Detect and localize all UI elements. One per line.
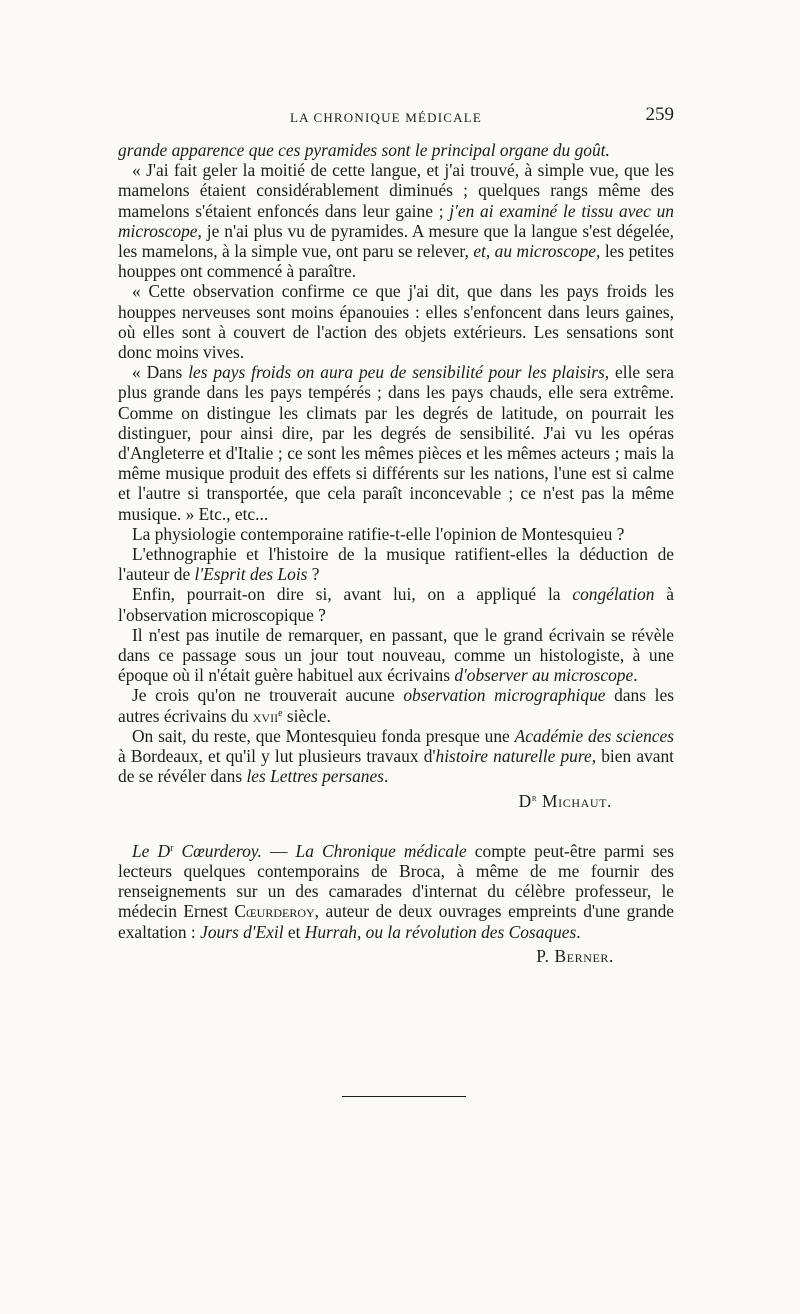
text: , auteur de deux ouvrages empreints d'une grande exaltation : [118, 901, 674, 942]
running-head: LA CHRONIQUE MÉDICALE [290, 110, 483, 125]
italic-text: Cœurderoy. [173, 840, 262, 861]
italic-text: j'en ai examiné le tissu avec un microscope [118, 200, 675, 241]
paragraph [118, 524, 674, 544]
text: « J'ai fait geler la moitié de cette langue, et j'ai trouvé, à simple vue, que les mamelons étaient considérablement diminués ; quelques rangs même des mamelons s'étaient enfoncés dans leur gaine ; [118, 160, 674, 221]
text: La physiologie contemporaine ratifie-t-elle l'opinion de Montesquieu ? [132, 523, 625, 544]
text: — [261, 840, 296, 861]
text: siècle. [282, 705, 331, 726]
text: Enfin, pourrait-on dire si, avant lui, on a appliqué la [132, 584, 573, 605]
text: L'ethnographie et l'histoire de la musique ratifient-elles la déduction de l'auteur de [118, 544, 674, 585]
italic-text: Le D [132, 840, 171, 861]
text: Il n'est pas inutile de remarquer, en passant, que le grand écrivain se révèle dans ce passage sous un jour tout nouveau, comme un histologiste, à une époque où il n'était guère habituel aux écrivains [118, 624, 674, 686]
text: On sait, du reste, que Montesquieu fonda presque une [132, 725, 515, 746]
paragraph [118, 584, 674, 624]
note-paragraph [118, 841, 674, 942]
italic-text: Académie des sciences [514, 725, 674, 746]
italic-text: Hurrah, ou la révolution des Cosaques [304, 921, 577, 942]
small-caps-name: Cœurderoy [234, 901, 315, 922]
italic-text: histoire naturelle pure [435, 746, 592, 767]
paragraph [118, 281, 674, 362]
paragraph [118, 625, 674, 686]
text: , je n'ai plus vu de pyramides. A mesure que la langue s'est dégelée, les mamelons, à la simple vue, ont paru se relever, [118, 220, 674, 262]
paragraph [118, 362, 674, 524]
text: à Bordeaux, et qu'il y lut plusieurs travaux d' [118, 746, 436, 767]
paragraph [118, 140, 674, 160]
italic-text: Jours d'Exil [200, 921, 284, 942]
note-signature: P. Berner. [536, 945, 614, 966]
text: les petites houppes ont commencé à paraître. [118, 241, 675, 282]
text: . [633, 665, 638, 686]
italic-text: congélation [572, 584, 655, 605]
paragraph [118, 544, 674, 584]
italic-text: et, au microscope, [473, 241, 601, 262]
text: Je crois qu'on ne trouverait aucune [132, 685, 404, 706]
paragraph [118, 726, 674, 787]
italic-text: les pays froids on aura peu de sensibilité pour les plaisirs, [188, 362, 610, 383]
italic-text: observation micrographique [403, 685, 606, 706]
page-header [118, 104, 674, 132]
text: dans les autres écrivains du [118, 685, 674, 726]
italic-text: d'observer au microscope [454, 665, 634, 686]
paragraph [118, 160, 674, 281]
century-numeral: xvii [252, 705, 279, 726]
text: « Cette observation confirme ce que j'ai dit, que dans les pays froids les houppes nerveuses sont moins épanouies : elles s'enfoncent dans leurs gaines, où elles sont à couvert de l'action des objets extérieurs. Les sensations sont donc moins vives. [118, 281, 674, 363]
text: . [576, 921, 581, 942]
text: Michaut. [537, 790, 612, 811]
text: compte peut-être parmi ses lecteurs quelques contemporains de Broca, à même de me fournir des renseignements sur un des camarades d'internat du célèbre professeur, le médecin Ernest [118, 840, 674, 922]
page-number: 259 [645, 104, 674, 125]
italic-text: grande apparence que ces pyramides sont le principal organe du goût. [118, 140, 610, 160]
text: et [283, 921, 305, 942]
text: « Dans [132, 362, 189, 383]
text: . [383, 766, 389, 787]
superscript: r [531, 792, 538, 804]
italic-text: les Lettres persanes [246, 766, 384, 787]
text: D [518, 790, 532, 811]
text: à l'observation microscopique ? [118, 584, 674, 625]
italic-text: La Chronique médicale [295, 840, 467, 861]
italic-text: l'Esprit des Lois [194, 564, 308, 585]
superscript: r [170, 842, 174, 854]
author-signature [118, 791, 674, 811]
text: ? [307, 564, 320, 585]
paragraph [118, 685, 674, 725]
text: elle sera plus grande dans les pays tempérés ; dans les pays chauds, elle sera extrême. Comme on distingue les climats par les degrés de latitude, on pourrait les distinguer, pour ainsi dire, par les degrés de sensibilité. J'ai vu les opéras d'Angleterre et d'Italie ; ce sont les mêmes pièces et les mêmes acteurs ; mais la même musique produit des effets si différents sur les nations, l'une est si calme et l'autre si transportée, que cela paraît inconcevable ; ce n'est pas la même musique. » Etc., etc... [118, 362, 674, 524]
article-body [118, 140, 674, 966]
superscript: e [278, 707, 283, 719]
text: , bien avant de se révéler dans [118, 746, 674, 787]
end-rule [342, 1096, 466, 1097]
